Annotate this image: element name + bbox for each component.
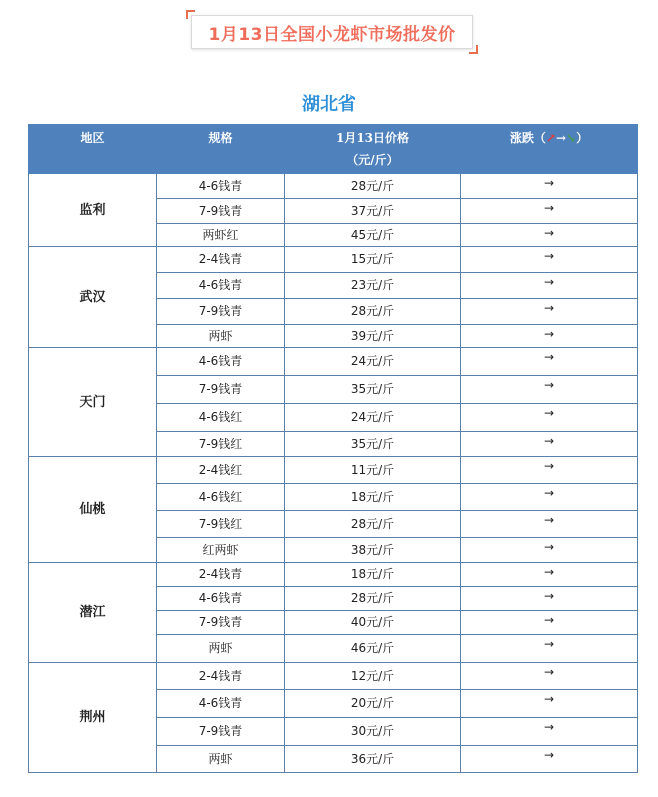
arrow-up-icon: ↗: [545, 131, 556, 145]
region-cell: 潜江: [29, 563, 157, 663]
price-cell: 18元/斤: [285, 563, 461, 587]
table-header-row: [29, 125, 638, 174]
header-region: 地区: [29, 125, 157, 174]
spec-cell: 7-9钱红: [157, 511, 285, 538]
trend-cell: →: [461, 611, 638, 635]
trend-cell: →: [461, 199, 638, 224]
trend-cell: →: [461, 563, 638, 587]
spec-cell: 2-4钱青: [157, 663, 285, 690]
spec-cell: 4-6钱青: [157, 690, 285, 718]
price-cell: 40元/斤: [285, 611, 461, 635]
trend-cell: →: [461, 718, 638, 746]
header-price: [285, 125, 461, 174]
spec-cell: 两虾: [157, 746, 285, 773]
price-cell: 45元/斤: [285, 224, 461, 247]
page-title: 1月13日全国小龙虾市场批发价: [208, 24, 456, 45]
price-cell: 20元/斤: [285, 690, 461, 718]
spec-cell: 4-6钱青: [157, 273, 285, 299]
header-trend: [461, 125, 638, 174]
spec-cell: 2-4钱青: [157, 563, 285, 587]
corner-decoration-bottom-right: [469, 45, 478, 54]
price-cell: 15元/斤: [285, 247, 461, 273]
price-cell: 11元/斤: [285, 457, 461, 484]
trend-cell: →: [461, 299, 638, 325]
spec-cell: 7-9钱青: [157, 376, 285, 404]
table-row: [29, 348, 638, 376]
trend-cell: →: [461, 484, 638, 511]
trend-cell: →: [461, 404, 638, 432]
price-cell: 35元/斤: [285, 376, 461, 404]
header-spec: 规格: [157, 125, 285, 174]
table-row: [29, 247, 638, 273]
spec-cell: 2-4钱青: [157, 247, 285, 273]
trend-cell: →: [461, 635, 638, 663]
spec-cell: 4-6钱青: [157, 174, 285, 199]
price-cell: 28元/斤: [285, 174, 461, 199]
header-trend-prefix: 涨跌（: [509, 131, 546, 145]
spec-cell: 两虾: [157, 325, 285, 348]
price-table: [28, 124, 638, 773]
trend-cell: →: [461, 690, 638, 718]
region-cell: 武汉: [29, 247, 157, 348]
table-row: [29, 174, 638, 199]
arrow-down-icon: ↘: [566, 131, 577, 145]
arrow-flat-icon: →: [555, 131, 567, 145]
price-cell: 35元/斤: [285, 432, 461, 457]
price-cell: 28元/斤: [285, 299, 461, 325]
table-row: [29, 563, 638, 587]
province-heading: 湖北省: [302, 94, 356, 115]
trend-cell: →: [461, 538, 638, 563]
region-cell: 荆州: [29, 663, 157, 773]
spec-cell: 7-9钱红: [157, 432, 285, 457]
header-trend-suffix: ）: [576, 131, 589, 145]
trend-cell: →: [461, 432, 638, 457]
trend-cell: →: [461, 376, 638, 404]
region-cell: 天门: [29, 348, 157, 457]
spec-cell: 4-6钱青: [157, 587, 285, 611]
trend-cell: →: [461, 224, 638, 247]
spec-cell: 7-9钱青: [157, 611, 285, 635]
trend-cell: →: [461, 663, 638, 690]
spec-cell: 7-9钱青: [157, 199, 285, 224]
price-cell: 46元/斤: [285, 635, 461, 663]
trend-cell: →: [461, 348, 638, 376]
price-cell: 36元/斤: [285, 746, 461, 773]
trend-cell: →: [461, 457, 638, 484]
spec-cell: 红两虾: [157, 538, 285, 563]
table-row: [29, 663, 638, 690]
price-cell: 38元/斤: [285, 538, 461, 563]
trend-cell: →: [461, 746, 638, 773]
table-row: [29, 457, 638, 484]
trend-cell: →: [461, 273, 638, 299]
region-cell: 监利: [29, 174, 157, 247]
price-cell: 37元/斤: [285, 199, 461, 224]
trend-cell: →: [461, 325, 638, 348]
price-cell: 30元/斤: [285, 718, 461, 746]
trend-cell: →: [461, 587, 638, 611]
price-cell: 24元/斤: [285, 348, 461, 376]
spec-cell: 7-9钱青: [157, 299, 285, 325]
header-price-line1: 1月13日价格: [335, 131, 410, 145]
spec-cell: 两虾红: [157, 224, 285, 247]
spec-cell: 4-6钱红: [157, 404, 285, 432]
region-cell: 仙桃: [29, 457, 157, 563]
price-cell: 28元/斤: [285, 587, 461, 611]
price-cell: 18元/斤: [285, 484, 461, 511]
price-cell: 12元/斤: [285, 663, 461, 690]
price-cell: 23元/斤: [285, 273, 461, 299]
corner-decoration-top-left: [186, 10, 195, 19]
price-cell: 28元/斤: [285, 511, 461, 538]
title-banner: [186, 10, 478, 54]
trend-cell: →: [461, 511, 638, 538]
header-price-line2: （元/斤）: [346, 153, 399, 167]
spec-cell: 4-6钱青: [157, 348, 285, 376]
spec-cell: 两虾: [157, 635, 285, 663]
spec-cell: 2-4钱红: [157, 457, 285, 484]
price-cell: 39元/斤: [285, 325, 461, 348]
trend-cell: →: [461, 174, 638, 199]
spec-cell: 4-6钱红: [157, 484, 285, 511]
spec-cell: 7-9钱青: [157, 718, 285, 746]
trend-cell: →: [461, 247, 638, 273]
price-cell: 24元/斤: [285, 404, 461, 432]
